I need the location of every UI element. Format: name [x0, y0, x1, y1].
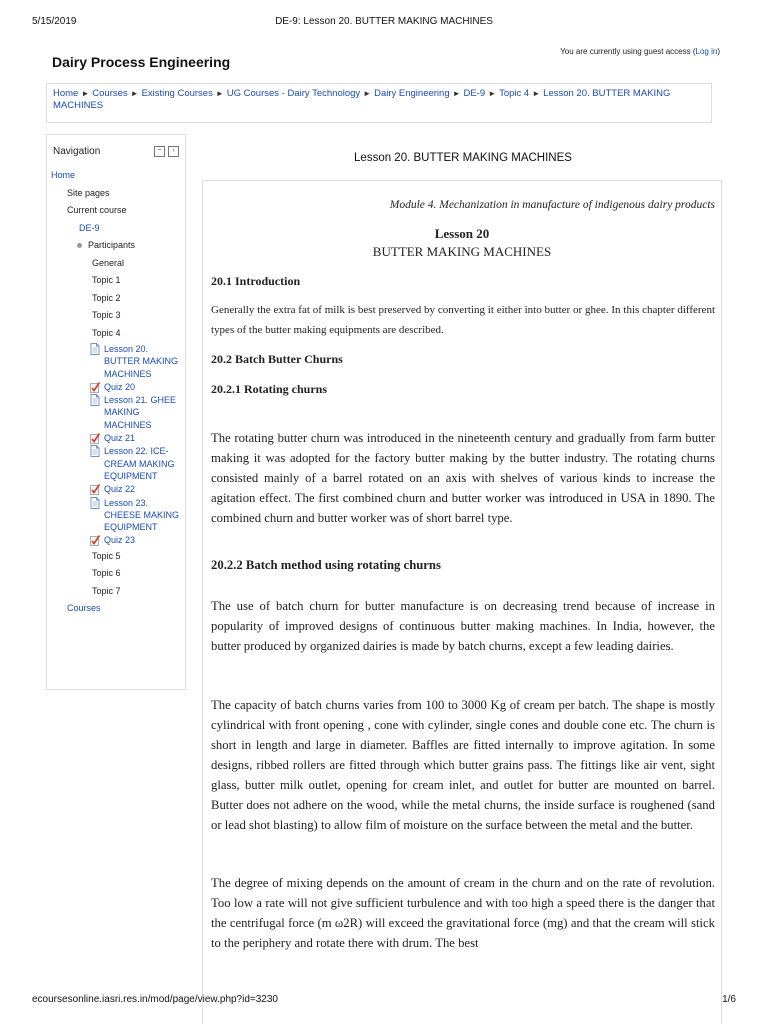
module-heading: Module 4. Mechanization in manufacture of indigenous dairy products: [389, 199, 715, 211]
nav-lesson-item[interactable]: [47, 394, 185, 431]
nav-participants[interactable]: [47, 237, 185, 255]
nav-topic[interactable]: Topic 7: [92, 585, 121, 596]
breadcrumb-item[interactable]: Topic 4: [499, 88, 530, 99]
nav-activity-label: Lesson 21. GHEE MAKING MACHINES: [104, 395, 177, 430]
page-icon: [89, 497, 101, 509]
nav-topic[interactable]: Topic 6: [92, 568, 121, 579]
paragraph-batch-method-3: The degree of mixing depends on the amount of cream in the churn and on the rate of revolution. Too low a rate will not give sufficient turbulence and with too high a speed there is the danger that the centrifugal force (m ω2R) will exceed the gravitational force (mg) and that the cream will stick to the periphery and rotate there with drum. The best: [211, 876, 715, 950]
page-icon: [89, 445, 101, 457]
nav-topic[interactable]: Topic 3: [92, 310, 121, 320]
paragraph-batch-method-2: The capacity of batch churns varies from 100 to 3000 Kg of cream per batch. The shape is mostly cylindrical with front opening , cone with cylinder, single cones and double cone etc. The churn is short in length and large in diameter. Baffles are fitted internally to improve agitation. In some designs, ribbed rollers are fitted through which butter grains pass. The fittings like air vent, sight glass, butter milk outlet, opening for cream inlet, and outlet for butter are mounted on barrel. Butter does not adhere on the wood, while the metal churns, the inside surface is roughened (sand or lead shot blasting) to allow film of moisture on the surface between the metal and the butter.: [211, 698, 715, 832]
breadcrumb-separator-icon: ►: [81, 89, 90, 98]
login-text: You are currently using guest access (: [560, 47, 696, 56]
breadcrumb-separator-icon: ►: [452, 89, 461, 98]
nav-general[interactable]: General: [92, 257, 125, 268]
print-title: DE-9: Lesson 20. BUTTER MAKING MACHINES: [275, 16, 493, 27]
breadcrumb-separator-icon: ►: [130, 89, 139, 98]
heading-introduction: 20.1 Introduction: [211, 274, 301, 288]
breadcrumb-item[interactable]: Dairy Engineering: [374, 88, 450, 99]
quiz-icon: [89, 483, 101, 495]
print-url: ecoursesonline.iasri.res.in/mod/page/view.php?id=3230: [32, 994, 278, 1005]
nav-quiz-item[interactable]: [47, 432, 185, 444]
page-icon: [89, 343, 101, 355]
navigation-block: [46, 134, 186, 690]
nav-courses[interactable]: Courses: [67, 603, 101, 614]
nav-course[interactable]: DE-9: [79, 222, 100, 233]
nav-site-pages[interactable]: Site pages: [67, 187, 110, 198]
nav-activity-label: Lesson 20. BUTTER MAKING MACHINES: [104, 344, 179, 379]
nav-activity-label: Quiz 22: [104, 484, 136, 495]
lesson-number: Lesson 20: [434, 226, 490, 241]
breadcrumb-item[interactable]: DE-9: [463, 88, 486, 99]
login-close: ): [717, 47, 720, 56]
nav-topic[interactable]: Topic 5: [92, 550, 121, 561]
heading-rotating-churns: 20.2.1 Rotating churns: [211, 382, 328, 396]
breadcrumb-item[interactable]: UG Courses - Dairy Technology: [226, 88, 361, 99]
login-info: [560, 47, 720, 56]
breadcrumb-separator-icon: ►: [363, 89, 372, 98]
nav-lesson-item[interactable]: [47, 445, 185, 482]
nav-quiz-item[interactable]: [47, 381, 185, 393]
breadcrumb-item[interactable]: Lesson 20. BUTTER MAKING MACHINES: [53, 88, 671, 111]
navigation-tree: [47, 167, 185, 618]
heading-batch-churns: 20.2 Batch Butter Churns: [211, 352, 343, 366]
breadcrumb-separator-icon: ►: [488, 89, 497, 98]
heading-batch-method: 20.2.2 Batch method using rotating churns: [211, 558, 441, 572]
nav-activity-label: Quiz 23: [104, 535, 136, 546]
nav-home[interactable]: Home: [51, 170, 76, 180]
breadcrumb-item[interactable]: Existing Courses: [141, 88, 213, 99]
nav-activity-label: Lesson 22. ICE-CREAM MAKING EQUIPMENT: [104, 446, 175, 481]
nav-topic[interactable]: Topic 4: [92, 327, 121, 338]
block-controls: [154, 146, 179, 157]
collapse-icon[interactable]: −: [154, 146, 165, 157]
print-page-number: 1/6: [722, 994, 736, 1005]
nav-activity-label: Quiz 21: [104, 433, 136, 444]
breadcrumb-separator-icon: ►: [532, 89, 541, 98]
nav-lesson-item[interactable]: [47, 343, 185, 380]
quiz-icon: [89, 432, 101, 444]
nav-activity-label: Quiz 20: [104, 381, 136, 392]
nav-participants-label: Participants: [88, 240, 136, 250]
nav-lesson-item[interactable]: [47, 497, 185, 534]
quiz-icon: [89, 534, 101, 546]
breadcrumb-item[interactable]: Home: [53, 88, 79, 99]
paragraph-batch-method-1: The use of batch churn for butter manufacture is on decreasing trend because of increase in popularity of improved designs of continuous butter making machines. In India, however, the butter produced by organized dairies is made by batch churns, except a few leading dairies.: [211, 599, 715, 653]
paragraph-introduction: Generally the extra fat of milk is best preserved by converting it either into butter or ghee. In this chapter different types of the butter making equipments are described.: [211, 304, 715, 336]
lesson-name: BUTTER MAKING MACHINES: [372, 244, 552, 259]
page-title: Lesson 20. BUTTER MAKING MACHINES: [354, 152, 572, 164]
nav-topic[interactable]: Topic 1: [92, 275, 121, 285]
login-link[interactable]: Log in: [695, 47, 718, 56]
nav-current-course[interactable]: Current course: [67, 205, 127, 215]
print-date: 5/15/2019: [32, 16, 77, 27]
site-title[interactable]: Dairy Process Engineering: [52, 54, 231, 70]
navigation-title: Navigation: [53, 145, 101, 157]
nav-topic[interactable]: Topic 2: [92, 292, 121, 303]
nav-quiz-item[interactable]: [47, 534, 185, 546]
nav-quiz-item[interactable]: [47, 483, 185, 495]
print-header: [32, 16, 736, 30]
breadcrumb-separator-icon: ►: [215, 89, 224, 98]
dock-icon[interactable]: ‹: [168, 146, 179, 157]
paragraph-rotating-churns: The rotating butter churn was introduced in the nineteenth century and gradually from farm butter making it was adopted for the factory butter making by the butter industry. The rotating churns consisted mainly of a barrel rotated on an axis with shelves of various kinds to increase the agitation effect. The first combined churn and butter worker was introduced in USA in 1890. The combined churn and butter worker was of short barrel type.: [211, 431, 715, 525]
navigation-header: [47, 135, 185, 167]
quiz-icon: [89, 381, 101, 393]
page-icon: [89, 394, 101, 406]
bullet-icon: [77, 243, 82, 248]
nav-activity-label: Lesson 23. CHEESE MAKING EQUIPMENT: [104, 497, 180, 533]
breadcrumb-item[interactable]: Courses: [92, 88, 128, 99]
breadcrumb: [46, 83, 712, 123]
page-content: [202, 180, 722, 1024]
